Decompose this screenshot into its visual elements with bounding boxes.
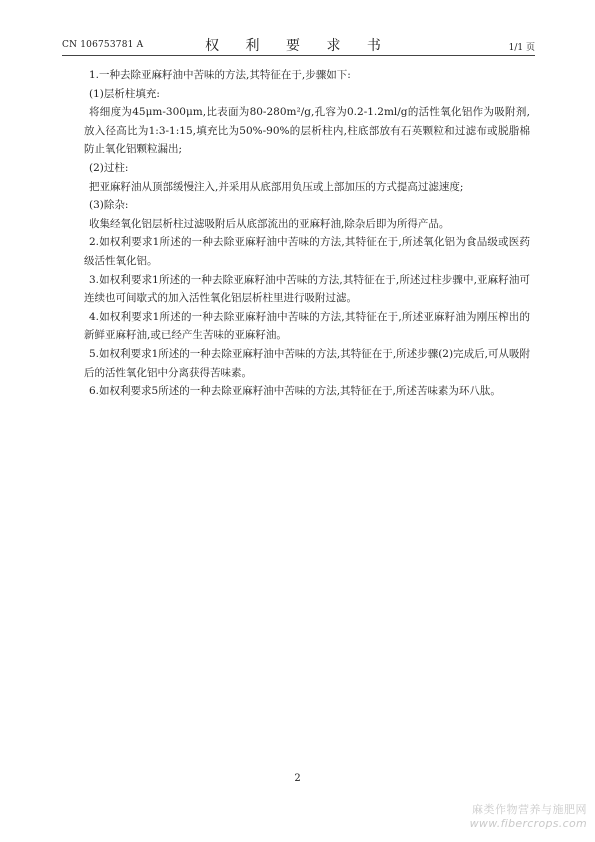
watermark-url: www.fibercrops.com <box>469 817 587 830</box>
claim-1-step-1-text: 将细度为45μm-300μm,比表面为80-280m²/g,孔容为0.2-1.2ml/g的活性氧化铝作为吸附剂,放入径高比为1:3-1:15,填充比为50%-90%的层析柱内,柱底部放有石英颗粒和过滤布或脱脂棉防止氧化铝颗粒漏出; <box>84 106 530 156</box>
claim-1-step-3-title: (3)除杂: <box>89 199 129 212</box>
publication-number: CN 106753781 A <box>62 40 144 50</box>
claim-1-step-2-text: 把亚麻籽油从顶部缓慢注入,并采用从底部用负压或上部加压的方式提高过滤速度; <box>89 180 464 193</box>
claim-1-step-3-text: 收集经氧化铝层析柱过滤吸附后从底部流出的亚麻籽油,除杂后即为所得产品。 <box>89 217 450 230</box>
claim-3: 3.如权利要求1所述的一种去除亚麻籽油中苦味的方法,其特征在于,所述过柱步骤中,亚麻籽油可连续也可间歇式的加入活性氧化铝层析柱里进行吸附过滤。 <box>84 273 530 305</box>
document-title: 权 利 要 求 书 <box>205 38 392 54</box>
watermark <box>470 801 587 830</box>
claim-2: 2.如权利要求1所述的一种去除亚麻籽油中苦味的方法,其特征在于,所述氧化铝为食品级或医药级活性氧化铝。 <box>84 236 530 267</box>
page-header <box>62 34 535 54</box>
page-number: 2 <box>294 773 301 784</box>
header-rule <box>62 55 535 56</box>
claim-4: 4.如权利要求1所述的一种去除亚麻籽油中苦味的方法,其特征在于,所述亚麻籽油为刚压榨出的新鲜亚麻籽油,或已经产生苦味的亚麻籽油。 <box>84 310 530 342</box>
claims-body <box>84 66 530 401</box>
watermark-text: 麻类作物营养与施肥网 <box>472 803 587 816</box>
claim-1-intro: 1.一种去除亚麻籽油中苦味的方法,其特征在于,步骤如下: <box>89 69 351 81</box>
page-fraction: 1/1 页 <box>508 43 535 53</box>
claim-6: 6.如权利要求5所述的一种去除亚麻籽油中苦味的方法,其特征在于,所述苦味素为环八肽。 <box>89 385 501 398</box>
claim-1-step-1-title: (1)层析柱填充: <box>89 87 160 100</box>
claim-1-step-2-title: (2)过柱: <box>89 161 129 174</box>
claim-5: 5.如权利要求1所述的一种去除亚麻籽油中苦味的方法,其特征在于,所述步骤(2)完成后,可从吸附后的活性氧化铝中分离获得苦味素。 <box>84 347 530 379</box>
